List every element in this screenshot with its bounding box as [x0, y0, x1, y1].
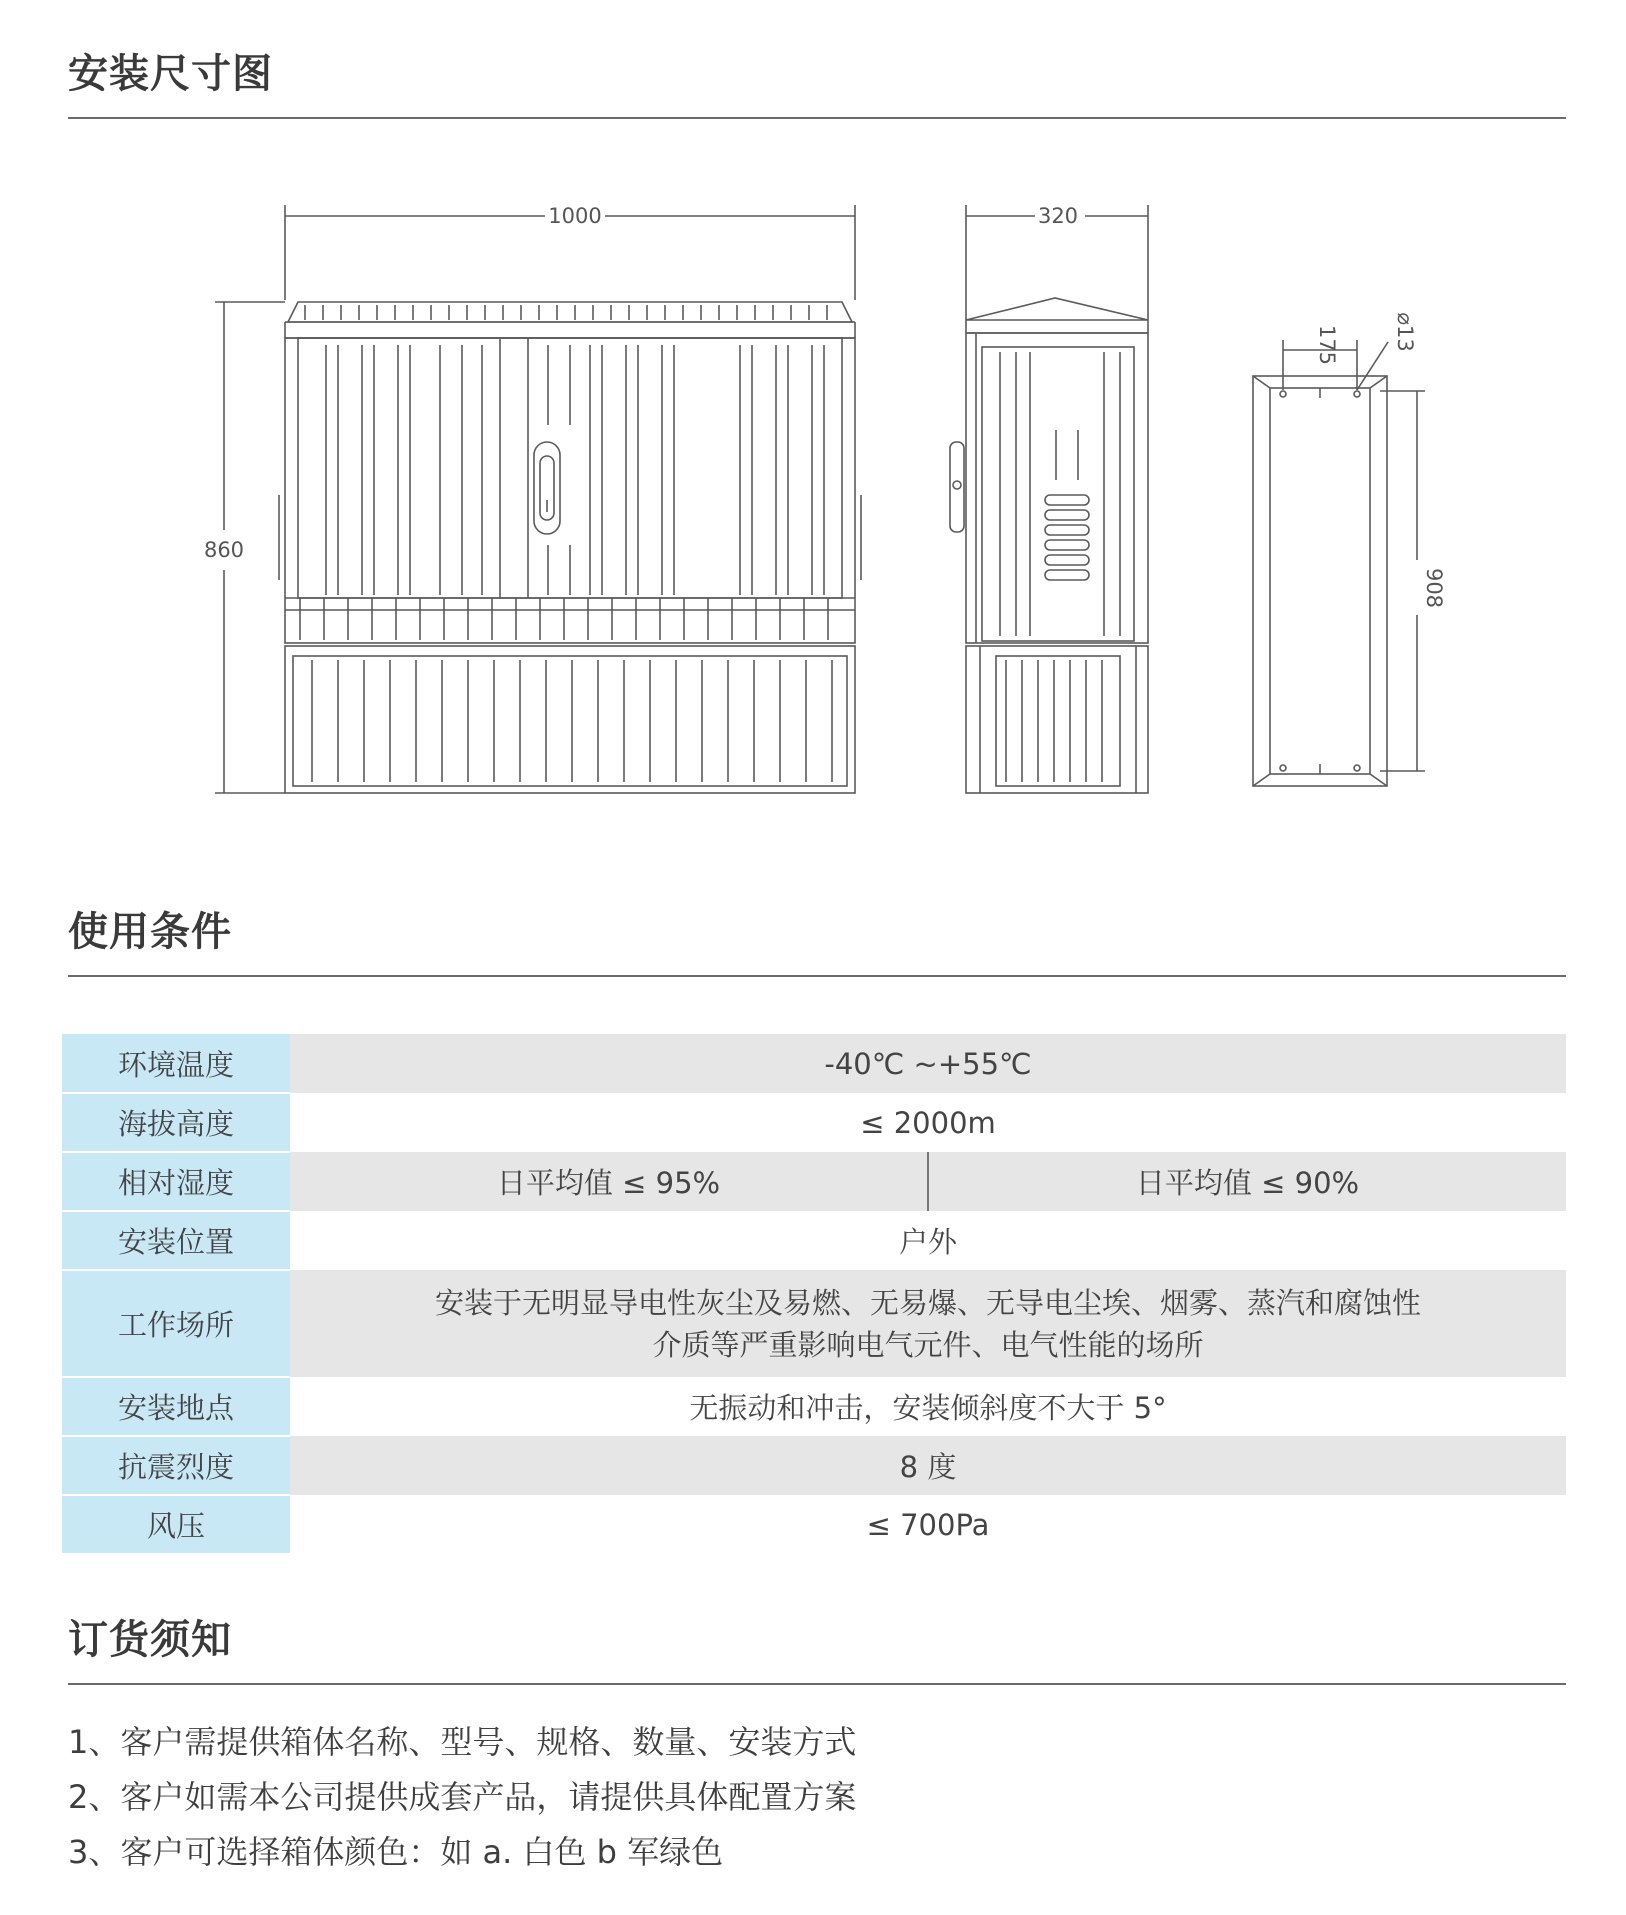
installation-dimension-drawing — [0, 150, 1626, 850]
section-title-install: 安装尺寸图 — [68, 51, 273, 97]
section-title-conditions: 使用条件 — [68, 909, 232, 955]
base-view — [1253, 340, 1425, 786]
row-label-location: 安装位置 — [62, 1211, 290, 1270]
row-value-seismic: 8 度 — [290, 1436, 1566, 1495]
row-label-temperature: 环境温度 — [62, 1034, 290, 1093]
row-label-humidity: 相对湿度 — [62, 1152, 290, 1211]
conditions-table — [62, 1034, 1566, 1555]
table-row — [62, 1093, 1566, 1152]
row-value-temperature: -40℃ ~+55℃ — [290, 1034, 1566, 1093]
order-notes-list — [68, 1715, 856, 1880]
row-value-humidity-daily-a: 日平均值 ≤ 95% — [290, 1152, 928, 1211]
dim-front-height: 860 — [203, 538, 245, 562]
dim-front-width: 1000 — [548, 204, 602, 228]
section-divider — [68, 975, 1566, 977]
row-label-altitude: 海拔高度 — [62, 1093, 290, 1152]
table-row — [62, 1270, 1566, 1377]
workplace-line-1: 安装于无明显导电性灰尘及易燃、无易爆、无导电尘埃、烟雾、蒸汽和腐蚀性 — [434, 1285, 1421, 1320]
side-view — [950, 205, 1148, 793]
section-title-order: 订货须知 — [68, 1617, 232, 1663]
dim-base-length: 908 — [1422, 567, 1446, 609]
section-divider — [68, 1683, 1566, 1685]
dim-base-spacing: 175 — [1315, 324, 1339, 366]
row-value-humidity-daily-b: 日平均值 ≤ 90% — [928, 1152, 1566, 1211]
table-row — [62, 1034, 1566, 1093]
table-row — [62, 1211, 1566, 1270]
workplace-line-2: 介质等严重影响电气元件、电气性能的场所 — [652, 1327, 1204, 1362]
row-value-location: 户外 — [290, 1211, 1566, 1270]
row-value-site: 无振动和冲击，安装倾斜度不大于 5° — [290, 1377, 1566, 1436]
table-row — [62, 1495, 1566, 1554]
row-label-workplace: 工作场所 — [62, 1270, 290, 1377]
list-item: 2、客户如需本公司提供成套产品，请提供具体配置方案 — [68, 1778, 857, 1816]
table-row — [62, 1377, 1566, 1436]
table-row — [62, 1436, 1566, 1495]
row-label-seismic: 抗震烈度 — [62, 1436, 290, 1495]
list-item: 1、客户需提供箱体名称、型号、规格、数量、安装方式 — [68, 1723, 857, 1761]
dim-side-depth: 320 — [1037, 204, 1079, 228]
section-divider — [68, 117, 1566, 119]
row-value-altitude: ≤ 2000m — [290, 1093, 1566, 1152]
table-row — [62, 1152, 1566, 1211]
row-label-wind: 风压 — [62, 1495, 290, 1554]
list-item: 3、客户可选择箱体颜色：如 a. 白色 b 军绿色 — [68, 1833, 724, 1871]
dim-hole-diameter: ⌀13 — [1393, 312, 1417, 352]
row-value-workplace — [290, 1270, 1566, 1377]
row-value-wind: ≤ 700Pa — [290, 1495, 1566, 1554]
row-label-site: 安装地点 — [62, 1377, 290, 1436]
